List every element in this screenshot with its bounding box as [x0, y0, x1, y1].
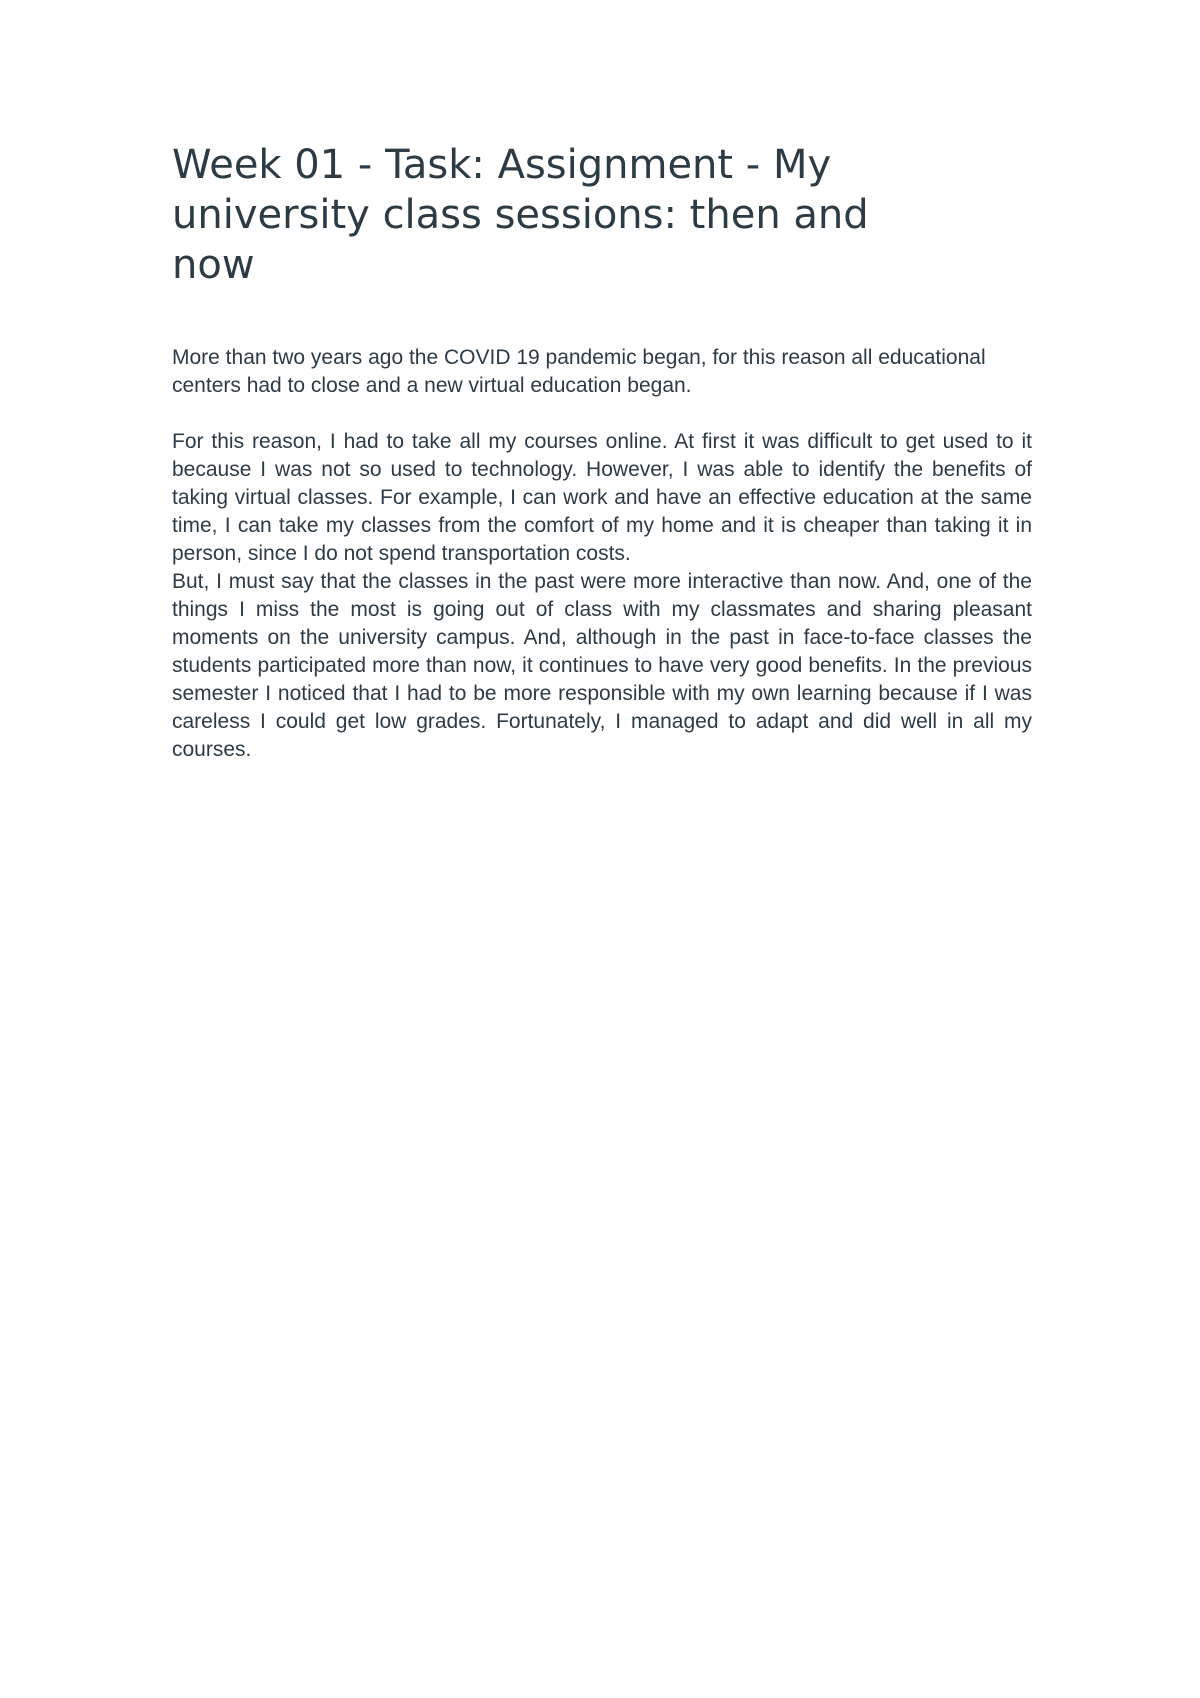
paragraph-past-classes: But, I must say that the classes in the past were more interactive than now. And, one of the things I miss the most is going out of class with my classmates and sharing pleasant moments on the university campus. And, although in the past in face-to-face classes the students participated more than now, it continues to have very good benefits. In the previous semester I noticed that I had to be more responsible with my own learning because if I was careless I could get low grades. Fortunately, I managed to adapt and did well in all my courses. — [172, 570, 1032, 761]
document-title: Week 01 - Task: Assignment - My university class sessions: then and now — [172, 142, 869, 288]
paragraph-intro: More than two years ago the COVID 19 pandemic began, for this reason all educational centers had to close and a new virtual education began. — [172, 346, 986, 397]
paragraph-online-courses: For this reason, I had to take all my courses online. At first it was difficult to get used to it because I was not so used to technology. However, I was able to identify the benefits of taking virtual classes. For example, I can work and have an effective education at the same time, I can take my classes from the comfort of my home and it is cheaper than taking it in person, since I do not spend transportation costs. — [172, 430, 1032, 565]
document-content — [172, 140, 1032, 764]
